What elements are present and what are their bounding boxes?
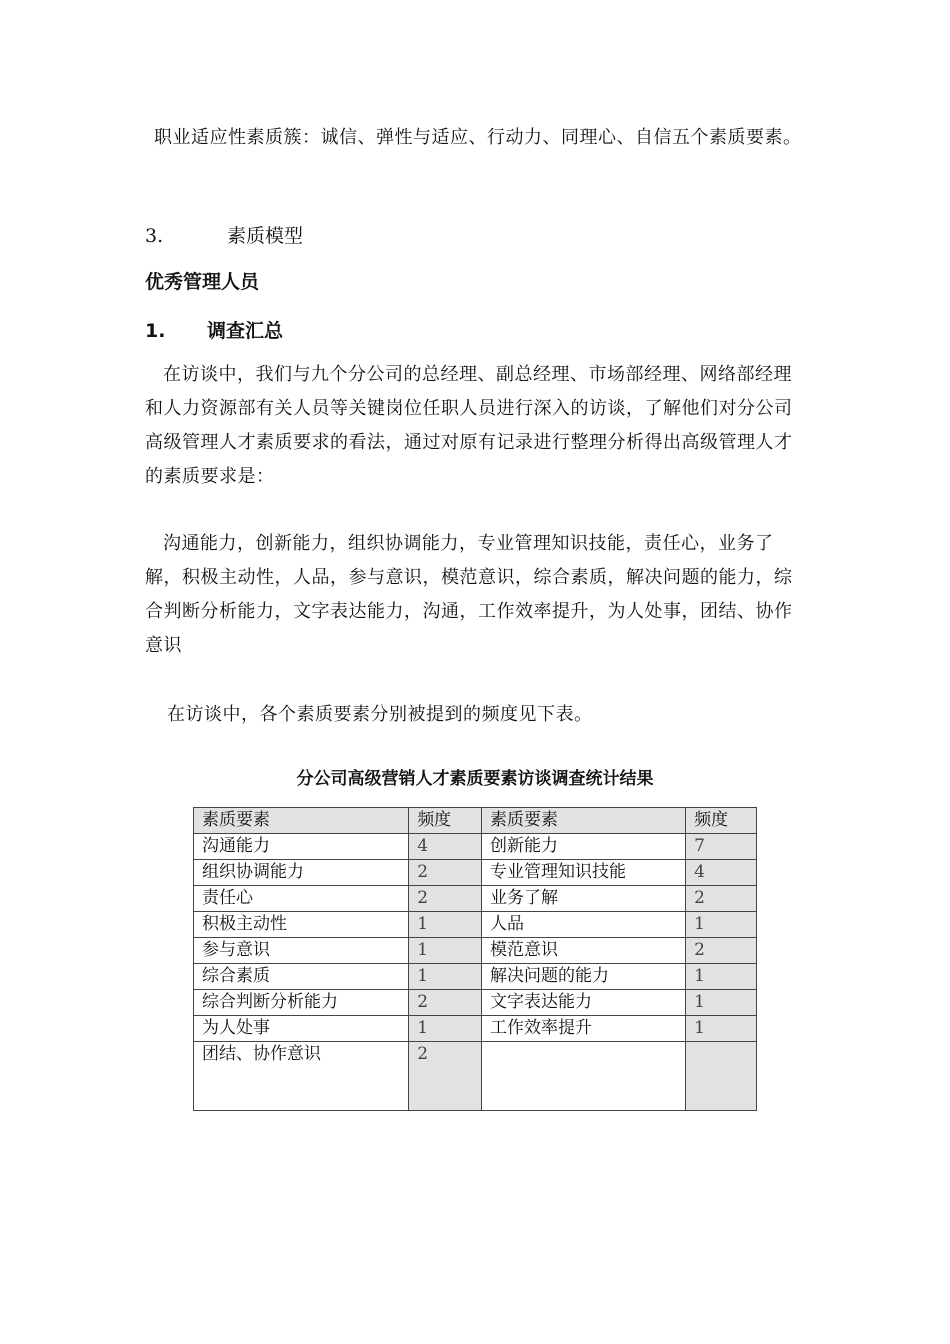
table-cell: 1	[409, 912, 482, 938]
table-cell: 专业管理知识技能	[481, 860, 685, 886]
table-cell: 1	[409, 964, 482, 990]
table-cell: 1	[409, 938, 482, 964]
section-1-title: 调查汇总	[207, 320, 284, 342]
table-cell: 2	[409, 990, 482, 1016]
table-cell: 2	[409, 860, 482, 886]
table-cell: 创新能力	[481, 834, 685, 860]
frequency-table	[193, 807, 757, 1111]
table-row	[194, 1016, 757, 1042]
table-cell: 2	[686, 886, 757, 912]
table-cell: 解决问题的能力	[481, 964, 685, 990]
header-frequency: 频度	[686, 808, 757, 834]
table-row	[194, 964, 757, 990]
table-cell: 1	[409, 1016, 482, 1042]
table-row	[194, 886, 757, 912]
table-cell: 组织协调能力	[194, 860, 409, 886]
table-cell: 1	[686, 912, 757, 938]
table-cell: 4	[409, 834, 482, 860]
subtitle-heading: 优秀管理人员	[145, 271, 260, 293]
table-row	[194, 834, 757, 860]
table-cell: 团结、协作意识	[194, 1042, 409, 1111]
paragraph-interview: 在访谈中，我们与九个分公司的总经理、副总经理、市场部经理、网络部经理和人力资源部有关人员等关键岗位任职人员进行深入的访谈，了解他们对分公司高级管理人才素质要求的看法，通过对原有记录进行整理分析得出高级管理人才的素质要求是：	[145, 364, 793, 487]
table-cell: 2	[409, 886, 482, 912]
section-1-number: 1.	[145, 320, 166, 342]
table-cell: 人品	[481, 912, 685, 938]
header-element: 素质要素	[194, 808, 409, 834]
paragraph-fitness-cluster: 职业适应性素质簇：诚信、弹性与适应、行动力、同理心、自信五个素质要素。	[154, 127, 802, 148]
table-cell: 1	[686, 964, 757, 990]
table-cell: 沟通能力	[194, 834, 409, 860]
table-cell: 2	[686, 938, 757, 964]
section-3-title: 素质模型	[227, 225, 304, 247]
table-cell: 参与意识	[194, 938, 409, 964]
table-cell: 综合判断分析能力	[194, 990, 409, 1016]
table-row	[194, 990, 757, 1016]
section-1-heading	[145, 316, 283, 343]
table-cell: 4	[686, 860, 757, 886]
table-cell: 业务了解	[481, 886, 685, 912]
header-element: 素质要素	[481, 808, 685, 834]
table-cell: 积极主动性	[194, 912, 409, 938]
table-cell: 责任心	[194, 886, 409, 912]
table-row	[194, 860, 757, 886]
table-cell: 1	[686, 1016, 757, 1042]
table-cell: 2	[409, 1042, 482, 1111]
section-3-number: 3.	[145, 225, 164, 247]
table-row	[194, 912, 757, 938]
table-cell: 7	[686, 834, 757, 860]
table-caption: 分公司高级营销人才素质要素访谈调查统计结果	[296, 769, 654, 789]
section-3-heading	[145, 221, 303, 248]
table-cell: 1	[686, 990, 757, 1016]
table-cell: 为人处事	[194, 1016, 409, 1042]
table-cell	[481, 1042, 685, 1111]
table-row	[194, 1042, 757, 1111]
table-cell: 模范意识	[481, 938, 685, 964]
paragraph-frequency: 在访谈中，各个素质要素分别被提到的频度见下表。	[167, 704, 593, 725]
table-header-row	[194, 808, 757, 834]
table-cell: 文字表达能力	[481, 990, 685, 1016]
table-cell: 工作效率提升	[481, 1016, 685, 1042]
table-cell: 综合素质	[194, 964, 409, 990]
table-row	[194, 938, 757, 964]
table-cell	[686, 1042, 757, 1111]
paragraph-elements: 沟通能力，创新能力，组织协调能力，专业管理知识技能，责任心，业务了解，积极主动性，人品，参与意识，模范意识，综合素质，解决问题的能力，综合判断分析能力，文字表达能力，沟通，工作效率提升，为人处事，团结、协作意识	[145, 533, 793, 656]
header-frequency: 频度	[409, 808, 482, 834]
